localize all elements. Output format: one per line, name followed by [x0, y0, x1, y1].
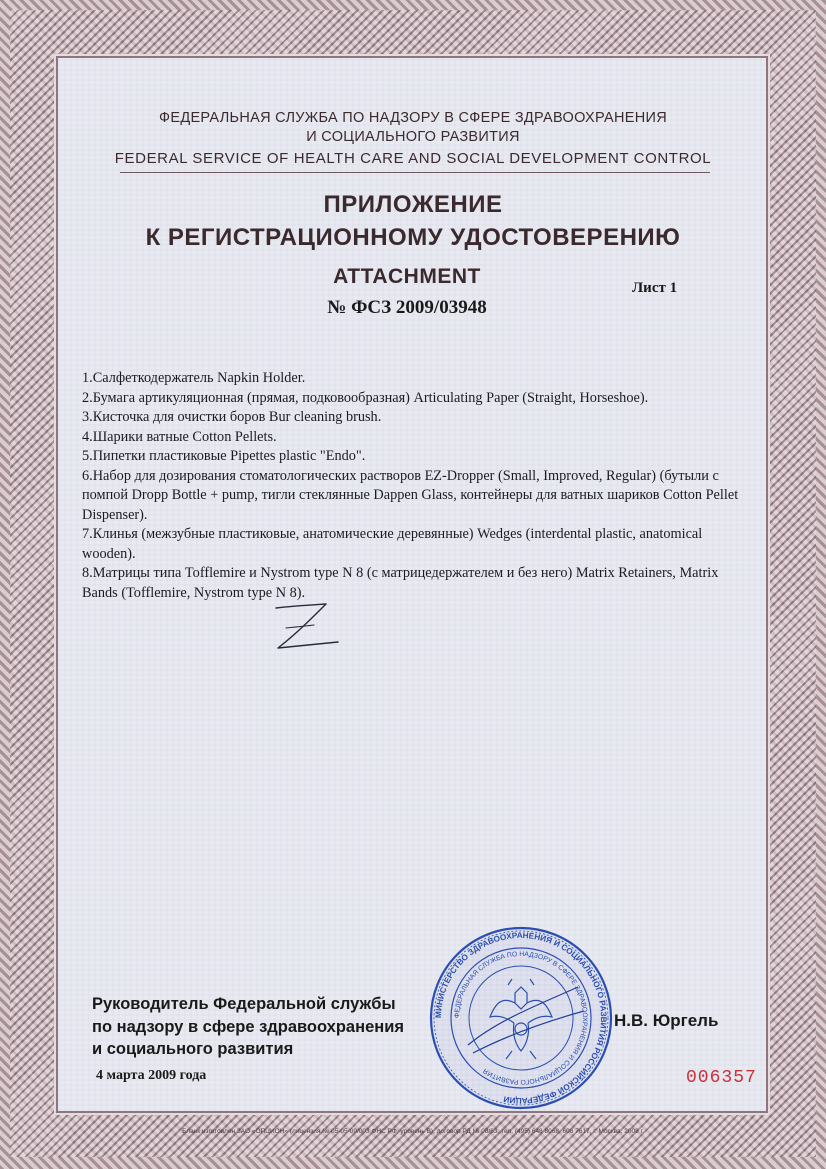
agency-name-ru-line2: И СОЦИАЛЬНОГО РАЗВИТИЯ [306, 129, 520, 145]
document-title-line1: ПРИЛОЖЕНИЕ [323, 191, 503, 218]
list-item: 1.Салфеткодержатель Napkin Holder. [82, 370, 306, 386]
list-item: 5.Пипетки пластиковые Pipettes plastic "Endo". [82, 448, 366, 464]
signatory-position-line3: и социального развития [92, 1040, 294, 1058]
signatory-position-line2: по надзору в сфере здравоохранения [92, 1017, 404, 1036]
issue-date: 4 марта 2009 года [96, 1068, 207, 1083]
signatory-position-line1: Руководитель Федеральной службы [92, 995, 396, 1013]
printer-footer-note: Бланк изготовлен ЗАО «ОПЦИОН» (лицензия № 05-05-09/003 ФНС РФ, уровень В), договор РД № 08/63, тел. (495) 648 8068, 608 7617, г. Москва, 2008 г. [182, 1128, 644, 1135]
list-item: 3.Кисточка для очистки боров Bur cleaning brush. [82, 409, 382, 425]
seal-outer-text: МИНИСТЕРСТВО ЗДРАВООХРАНЕНИЯ И СОЦИАЛЬНОГО РАЗВИТИЯ РОССИЙСКОЙ ФЕДЕРАЦИИ [433, 930, 609, 1106]
z-closing-mark-icon [262, 598, 342, 654]
agency-name-ru-line1: ФЕДЕРАЛЬНАЯ СЛУЖБА ПО НАДЗОРУ В СФЕРЕ ЗДРАВООХРАНЕНИЯ [159, 110, 667, 126]
agency-name-en: FEDERAL SERVICE OF HEALTH CARE AND SOCIAL DEVELOPMENT CONTROL [114, 150, 712, 167]
document-title-en: ATTACHMENT [333, 265, 481, 288]
official-seal-stamp-icon [428, 925, 614, 1111]
list-item: 4.Шарики ватные Cotton Pellets. [82, 428, 277, 445]
product-list [82, 369, 752, 603]
list-item: 6.Набор для дозирования стоматологических растворов EZ-Dropper (Small, Improved, Regular) (бутыли с помпой Dropp Bottle + pump, тигли стеклянные Dappen Glass, контейнеры для ватных шариков Cotton Pellet Dispenser). [82, 467, 739, 523]
seal-inner-text: ФЕДЕРАЛЬНАЯ СЛУЖБА ПО НАДЗОРУ В СФЕРЕ ЗДРАВООХРАНЕНИЯ И СОЦИАЛЬНОГО РАЗВИТИЯ [453, 950, 589, 1086]
signatory-position [92, 993, 404, 1061]
header-divider [120, 172, 710, 173]
form-serial-number: 006357 [686, 1068, 757, 1088]
sheet-number: Лист 1 [632, 280, 678, 296]
list-item: 8.Матрицы типа Tofflemire и Nystrom type N 8 (с матрицедержателем и без него) Matrix Retainers, Matrix Bands (Tofflemire, Nystrom type N 8). [82, 565, 719, 601]
document-title-line2: К РЕГИСТРАЦИОННОМУ УДОСТОВЕРЕНИЮ [145, 224, 681, 251]
list-item: 2.Бумага артикуляционная (прямая, подковообразная) Articulating Paper (Straight, Horseshoe). [82, 389, 649, 406]
signatory-name: Н.В. Юргель [614, 1011, 719, 1030]
list-item: 7.Клинья (межзубные пластиковые, анатомические деревянные) Wedges (interdental plastic, anatomical wooden). [82, 526, 703, 562]
registration-number: № ФСЗ 2009/03948 [327, 297, 487, 318]
